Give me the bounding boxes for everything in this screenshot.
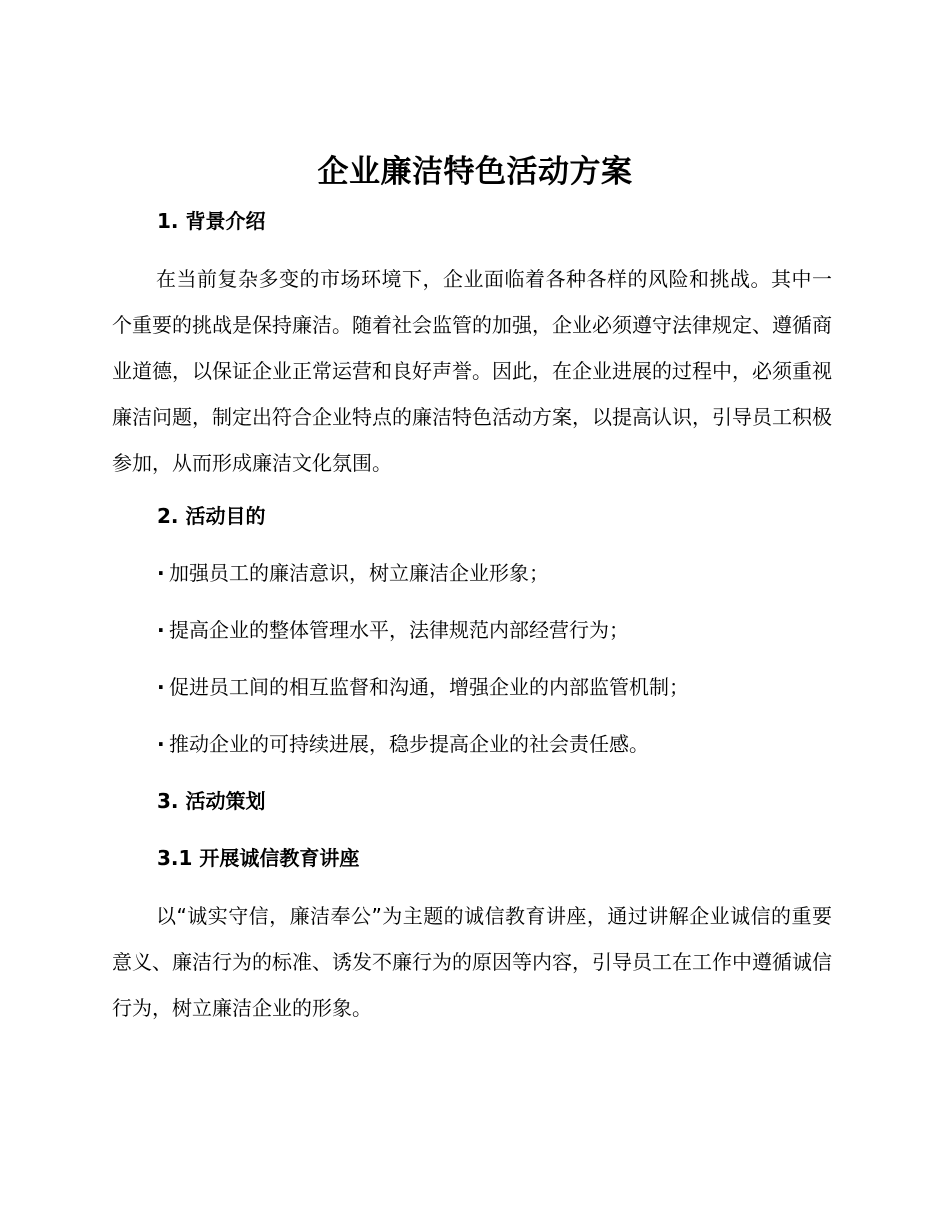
bullet-marker: · — [157, 732, 165, 756]
bullet-marker: · — [157, 675, 165, 699]
list-item-text: 推动企业的可持续进展，稳步提高企业的社会责任感。 — [169, 732, 649, 756]
bullet-marker: · — [157, 561, 165, 585]
list-item — [157, 558, 549, 588]
list-item-text: 加强员工的廉洁意识，树立廉洁企业形象； — [169, 561, 549, 585]
bullet-marker: · — [157, 618, 165, 642]
list-item-text: 促进员工间的相互监督和沟通，增强企业的内部监管机制； — [169, 675, 689, 699]
subsection-heading-lecture: 3.1 开展诚信教育讲座 — [157, 846, 360, 870]
section-heading-background: 1. 背景介绍 — [157, 209, 266, 233]
list-item — [157, 615, 629, 645]
document-title: 企业廉洁特色活动方案 — [317, 154, 633, 190]
list-item-text: 提高企业的整体管理水平，法律规范内部经营行为； — [169, 618, 629, 642]
background-paragraph: 在当前复杂多变的市场环境下，企业面临着各种各样的风险和挑战。其中一个重要的挑战是保持廉洁。随着社会监管的加强，企业必须遵守法律规定、遵循商业道德，以保证企业正常运营和良好声誉。因此，在企业进展的过程中，必须重视廉洁问题，制定出符合企业特点的廉洁特色活动方案，以提高认识，引导员工积极参加，从而形成廉洁文化氛围。 — [112, 267, 832, 475]
list-item — [157, 729, 649, 759]
section-heading-planning: 3. 活动策划 — [157, 789, 266, 813]
lecture-paragraph: 以“诚实守信，廉洁奉公”为主题的诚信教育讲座，通过讲解企业诚信的重要意义、廉洁行为的标准、诱发不廉行为的原因等内容，引导员工在工作中遵循诚信行为，树立廉洁企业的形象。 — [112, 904, 832, 1020]
section-heading-purpose: 2. 活动目的 — [157, 504, 266, 528]
list-item — [157, 672, 689, 702]
